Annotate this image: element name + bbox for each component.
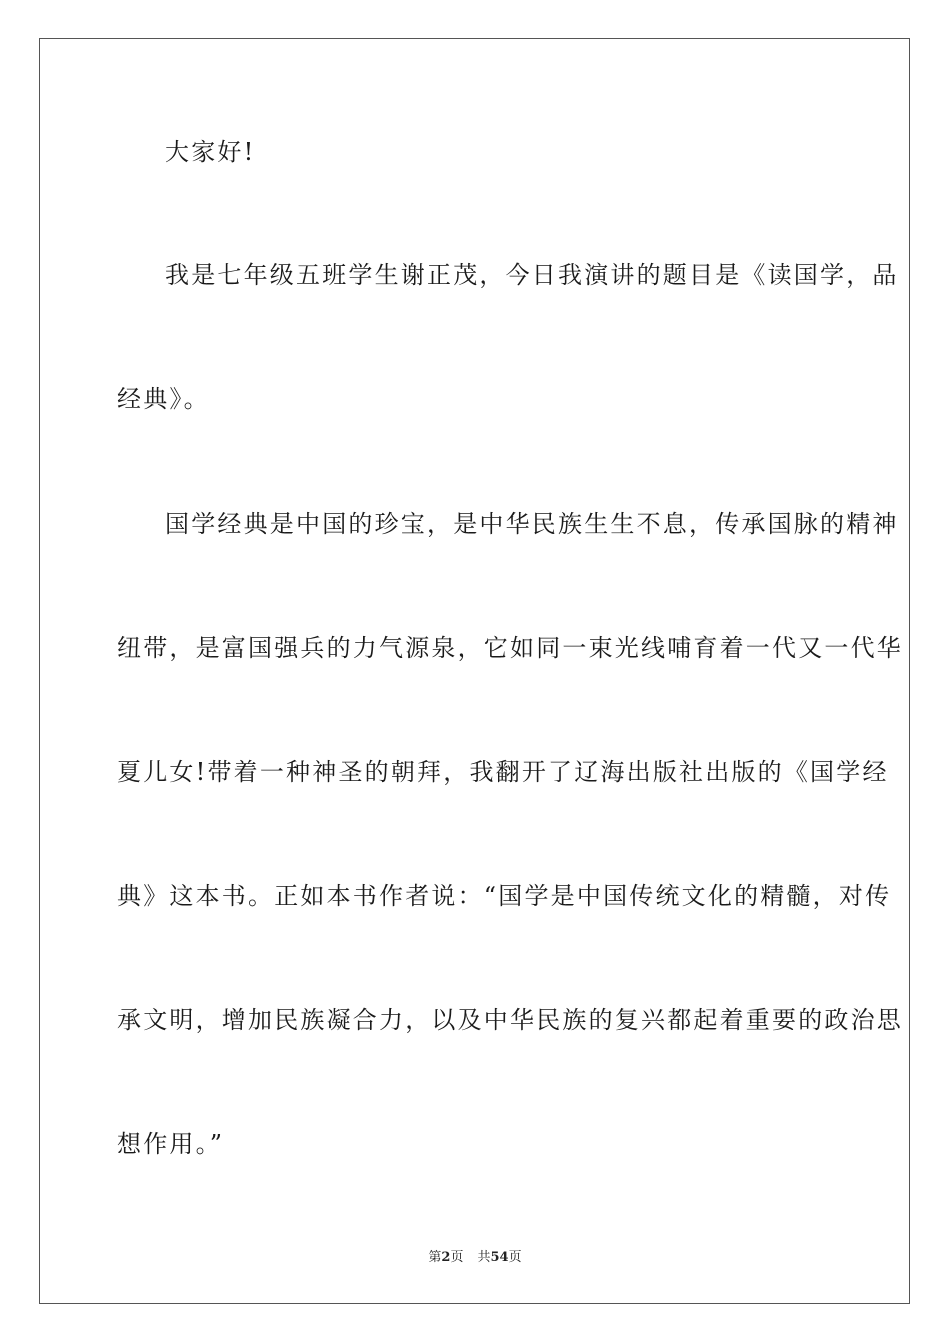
paragraph-line: 经典》。 xyxy=(117,385,210,413)
page-prefix: 第 xyxy=(428,1250,442,1265)
page-suffix: 页 xyxy=(450,1250,464,1265)
page-border xyxy=(39,38,910,1304)
total-prefix: 共 xyxy=(477,1250,491,1265)
paragraph-line: 我是七年级五班学生谢正茂，今日我演讲的题目是《读国学，品 xyxy=(165,261,899,289)
paragraph-line: 纽带，是富国强兵的力气源泉，它如同一束光线哺育着一代又一代华 xyxy=(117,634,903,662)
page-footer xyxy=(0,1250,950,1266)
total-pages: 54 xyxy=(490,1250,509,1265)
page-number: 2 xyxy=(441,1250,451,1265)
greeting-line: 大家好! xyxy=(165,138,256,166)
paragraph-line: 夏儿女!带着一种神圣的朝拜，我翻开了辽海出版社出版的《国学经 xyxy=(117,758,889,786)
paragraph-line: 想作用。” xyxy=(117,1130,225,1158)
total-suffix: 页 xyxy=(508,1250,522,1265)
paragraph-line: 承文明，增加民族凝合力，以及中华民族的复兴都起着重要的政治思 xyxy=(117,1006,903,1034)
paragraph-line: 典》这本书。正如本书作者说：“国学是中国传统文化的精髓，对传 xyxy=(117,882,892,910)
paragraph-line: 国学经典是中国的珍宝，是中华民族生生不息，传承国脉的精神 xyxy=(165,510,899,538)
